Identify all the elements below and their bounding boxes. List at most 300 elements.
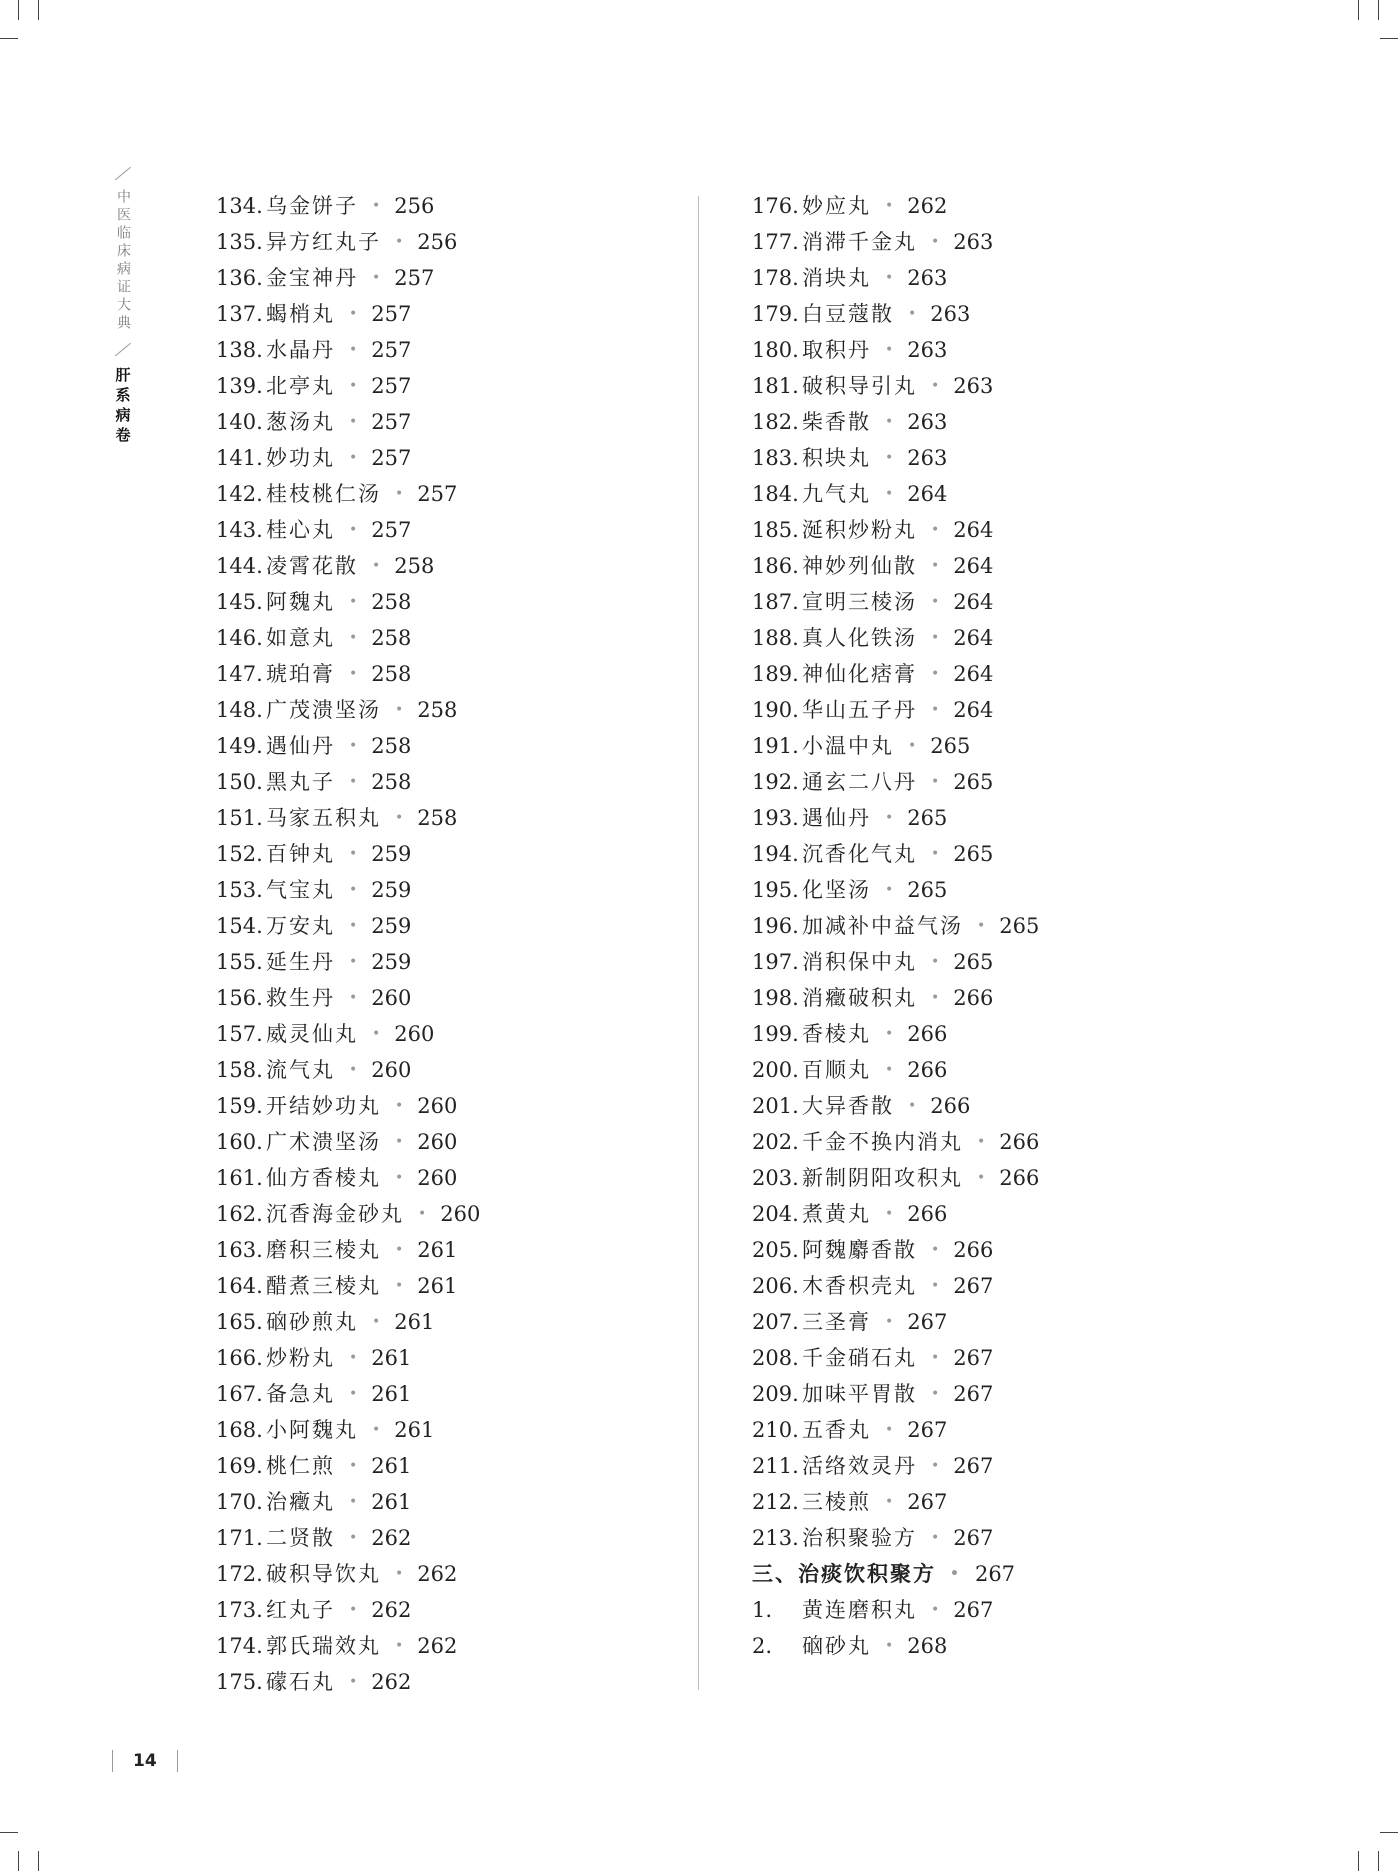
- entry-title: 马家五积丸: [266, 806, 381, 830]
- entry-number: 152.: [216, 842, 263, 866]
- entry-number: 166.: [216, 1346, 263, 1370]
- separator-dot: •: [395, 486, 404, 502]
- entry-title: 黑丸子: [266, 770, 335, 794]
- entry-page: 266: [930, 1094, 971, 1118]
- entry-page: 257: [371, 338, 412, 362]
- entry-title: 破积导引丸: [802, 374, 917, 398]
- toc-entry: [752, 620, 1039, 656]
- crop-mark: [1378, 0, 1379, 20]
- entry-title: 煮黄丸: [802, 1202, 871, 1226]
- separator-dot: •: [885, 342, 894, 358]
- entry-number: 175.: [216, 1670, 263, 1694]
- entry-title: 沉香海金砂丸: [266, 1202, 404, 1226]
- toc-entry: [752, 692, 1039, 728]
- entry-page: 267: [953, 1382, 994, 1406]
- toc-entry: [216, 512, 480, 548]
- entry-number: 144.: [216, 554, 263, 578]
- separator-dot: •: [349, 306, 358, 322]
- entry-page: 266: [953, 986, 994, 1010]
- toc-entry: [216, 1556, 480, 1592]
- entry-page: 257: [371, 446, 412, 470]
- toc-entry: [752, 1232, 1039, 1268]
- toc-entry: [752, 1124, 1039, 1160]
- separator-dot: •: [931, 1458, 940, 1474]
- entry-number: 201.: [752, 1094, 799, 1118]
- toc-column-right: [752, 188, 1039, 1664]
- toc-entry: [752, 368, 1039, 404]
- entry-page: 257: [371, 410, 412, 434]
- entry-number: 149.: [216, 734, 263, 758]
- separator-dot: •: [931, 702, 940, 718]
- separator-dot: •: [349, 1350, 358, 1366]
- separator-dot: •: [885, 198, 894, 214]
- entry-title: 北亭丸: [266, 374, 335, 398]
- entry-title: 流气丸: [266, 1058, 335, 1082]
- entry-title: 礞石丸: [266, 1670, 335, 1694]
- entry-title: 小阿魏丸: [266, 1418, 358, 1442]
- entry-number: 179.: [752, 302, 799, 326]
- side-tab: [112, 163, 134, 447]
- entry-title: 广茂溃坚汤: [266, 698, 381, 722]
- entry-number: 163.: [216, 1238, 263, 1262]
- entry-title: 消块丸: [802, 266, 871, 290]
- crop-mark: [1380, 1832, 1398, 1833]
- entry-number: 190.: [752, 698, 799, 722]
- entry-number: 177.: [752, 230, 799, 254]
- entry-page: 261: [371, 1490, 412, 1514]
- entry-number: 162.: [216, 1202, 263, 1226]
- entry-title: 延生丹: [266, 950, 335, 974]
- separator-dot: •: [349, 594, 358, 610]
- entry-number: 213.: [752, 1526, 799, 1550]
- entry-page: 265: [953, 770, 994, 794]
- separator-dot: •: [395, 1098, 404, 1114]
- entry-number: 136.: [216, 266, 263, 290]
- entry-title: 乌金饼子: [266, 194, 358, 218]
- entry-number: 182.: [752, 410, 799, 434]
- separator-dot: •: [418, 1206, 427, 1222]
- crop-mark: [18, 1851, 19, 1871]
- section-page: 267: [974, 1562, 1016, 1586]
- toc-entry: [216, 1268, 480, 1304]
- separator-dot: •: [349, 522, 358, 538]
- separator-dot: •: [885, 270, 894, 286]
- separator-dot: •: [395, 1566, 404, 1582]
- entry-number: 1.: [752, 1598, 773, 1622]
- toc-entry: [216, 692, 480, 728]
- entry-number: 200.: [752, 1058, 799, 1082]
- entry-page: 267: [953, 1454, 994, 1478]
- entry-page: 266: [999, 1166, 1040, 1190]
- entry-number: 135.: [216, 230, 263, 254]
- separator-dot: •: [349, 1494, 358, 1510]
- entry-number: 187.: [752, 590, 799, 614]
- separator-dot: •: [349, 414, 358, 430]
- separator-dot: •: [349, 1602, 358, 1618]
- entry-title: 如意丸: [266, 626, 335, 650]
- separator-dot: •: [885, 1494, 894, 1510]
- entry-title: 葱汤丸: [266, 410, 335, 434]
- toc-entry: [216, 548, 480, 584]
- separator-dot: •: [349, 882, 358, 898]
- entry-page: 258: [371, 590, 412, 614]
- entry-number: 170.: [216, 1490, 263, 1514]
- entry-page: 267: [953, 1526, 994, 1550]
- separator-dot: •: [908, 738, 917, 754]
- section-heading: [752, 1556, 1039, 1592]
- entry-title: 百钟丸: [266, 842, 335, 866]
- entry-page: 257: [371, 302, 412, 326]
- entry-number: 197.: [752, 950, 799, 974]
- separator-dot: •: [372, 270, 381, 286]
- entry-number: 141.: [216, 446, 263, 470]
- entry-page: 264: [953, 626, 994, 650]
- entry-title: 九气丸: [802, 482, 871, 506]
- entry-title: 备急丸: [266, 1382, 335, 1406]
- toc-entry: [752, 260, 1039, 296]
- entry-number: 158.: [216, 1058, 263, 1082]
- toc-entry: [752, 944, 1039, 980]
- toc-entry: [752, 1592, 1039, 1628]
- entry-title: 小温中丸: [802, 734, 894, 758]
- separator-dot: •: [885, 1206, 894, 1222]
- toc-entry: [752, 1268, 1039, 1304]
- toc-entry: [216, 620, 480, 656]
- entry-page: 257: [371, 518, 412, 542]
- slash-divider: [112, 163, 134, 185]
- toc-column-left: [216, 188, 480, 1700]
- entry-number: 143.: [216, 518, 263, 542]
- toc-entry: [752, 800, 1039, 836]
- toc-entry: [752, 908, 1039, 944]
- toc-list: [752, 188, 1039, 1556]
- entry-title: 桂心丸: [266, 518, 335, 542]
- separator-dot: •: [885, 810, 894, 826]
- separator-dot: •: [931, 990, 940, 1006]
- entry-page: 260: [440, 1202, 481, 1226]
- toc-entry: [216, 836, 480, 872]
- entry-number: 167.: [216, 1382, 263, 1406]
- entry-page: 262: [371, 1526, 412, 1550]
- entry-page: 266: [907, 1202, 948, 1226]
- separator-dot: •: [349, 630, 358, 646]
- toc-entry: [216, 1160, 480, 1196]
- separator-dot: •: [977, 1170, 986, 1186]
- entry-title: 大异香散: [802, 1094, 894, 1118]
- entry-title: 沉香化气丸: [802, 842, 917, 866]
- separator-dot: •: [931, 1350, 940, 1366]
- toc-entry: [216, 1088, 480, 1124]
- entry-page: 264: [953, 590, 994, 614]
- toc-entry: [752, 980, 1039, 1016]
- toc-entry: [752, 728, 1039, 764]
- entry-title: 白豆蔻散: [802, 302, 894, 326]
- toc-entry: [752, 476, 1039, 512]
- toc-entry: [216, 440, 480, 476]
- entry-title: 涎积炒粉丸: [802, 518, 917, 542]
- entry-number: 207.: [752, 1310, 799, 1334]
- toc-entry: [752, 188, 1039, 224]
- toc-entry: [216, 908, 480, 944]
- entry-number: 168.: [216, 1418, 263, 1442]
- entry-page: 258: [394, 554, 435, 578]
- entry-number: 139.: [216, 374, 263, 398]
- entry-page: 264: [953, 554, 994, 578]
- entry-number: 191.: [752, 734, 799, 758]
- crop-mark: [1358, 1851, 1359, 1871]
- entry-page: 265: [907, 878, 948, 902]
- entry-title: 遇仙丹: [802, 806, 871, 830]
- entry-page: 258: [417, 698, 458, 722]
- entry-page: 257: [417, 482, 458, 506]
- separator-dot: •: [372, 1422, 381, 1438]
- toc-entry: [752, 1016, 1039, 1052]
- entry-title: 琥珀膏: [266, 662, 335, 686]
- toc-entry: [752, 224, 1039, 260]
- entry-page: 267: [907, 1310, 948, 1334]
- entry-page: 264: [953, 662, 994, 686]
- entry-title: 五香丸: [802, 1418, 871, 1442]
- separator-dot: •: [349, 918, 358, 934]
- entry-number: 137.: [216, 302, 263, 326]
- entry-number: 171.: [216, 1526, 263, 1550]
- crop-mark: [1380, 38, 1398, 39]
- entry-title: 妙功丸: [266, 446, 335, 470]
- entry-title: 积块丸: [802, 446, 871, 470]
- crop-mark: [0, 38, 18, 39]
- toc-entry: [216, 404, 480, 440]
- entry-title: 千金硝石丸: [802, 1346, 917, 1370]
- entry-number: 186.: [752, 554, 799, 578]
- toc-entry: [752, 440, 1039, 476]
- entry-title: 真人化铁汤: [802, 626, 917, 650]
- entry-title: 千金不换内消丸: [802, 1130, 963, 1154]
- entry-number: 154.: [216, 914, 263, 938]
- toc-entry: [752, 548, 1039, 584]
- entry-title: 新制阴阳攻积丸: [802, 1166, 963, 1190]
- folio: [112, 1748, 178, 1774]
- separator-dot: •: [931, 666, 940, 682]
- entry-page: 266: [953, 1238, 994, 1262]
- toc-entry: [216, 944, 480, 980]
- entry-title: 消滞千金丸: [802, 230, 917, 254]
- entry-page: 258: [371, 626, 412, 650]
- entry-title: 遇仙丹: [266, 734, 335, 758]
- entry-page: 266: [907, 1022, 948, 1046]
- entry-number: 185.: [752, 518, 799, 542]
- separator-dot: •: [931, 378, 940, 394]
- section-title: 三、治痰饮积聚方: [752, 1562, 936, 1586]
- entry-title: 桃仁煎: [266, 1454, 335, 1478]
- entry-title: 治积聚验方: [802, 1526, 917, 1550]
- entry-number: 176.: [752, 194, 799, 218]
- toc-entry: [752, 296, 1039, 332]
- entry-title: 蝎梢丸: [266, 302, 335, 326]
- crop-mark: [1358, 0, 1359, 20]
- separator-dot: •: [931, 846, 940, 862]
- entry-title: 仙方香棱丸: [266, 1166, 381, 1190]
- entry-title: 阿魏麝香散: [802, 1238, 917, 1262]
- entry-title: 硇砂丸: [802, 1634, 871, 1658]
- entry-title: 广术溃坚汤: [266, 1130, 381, 1154]
- entry-number: 204.: [752, 1202, 799, 1226]
- entry-title: 木香枳壳丸: [802, 1274, 917, 1298]
- separator-dot: •: [885, 450, 894, 466]
- entry-number: 142.: [216, 482, 263, 506]
- entry-page: 265: [930, 734, 971, 758]
- separator-dot: •: [931, 234, 940, 250]
- entry-page: 261: [371, 1382, 412, 1406]
- entry-title: 桂枝桃仁汤: [266, 482, 381, 506]
- page-number: 14: [133, 1751, 157, 1771]
- entry-page: 267: [907, 1418, 948, 1442]
- toc-entry: [752, 512, 1039, 548]
- entry-number: 209.: [752, 1382, 799, 1406]
- entry-number: 180.: [752, 338, 799, 362]
- toc-entry: [216, 1304, 480, 1340]
- entry-number: 173.: [216, 1598, 263, 1622]
- entry-page: 260: [417, 1130, 458, 1154]
- separator-dot: •: [885, 1314, 894, 1330]
- entry-number: 206.: [752, 1274, 799, 1298]
- separator-dot: •: [931, 774, 940, 790]
- entry-number: 196.: [752, 914, 799, 938]
- entry-page: 263: [907, 338, 948, 362]
- separator-dot: •: [395, 234, 404, 250]
- separator-dot: •: [931, 1530, 940, 1546]
- entry-title: 化坚汤: [802, 878, 871, 902]
- separator-dot: •: [395, 702, 404, 718]
- entry-title: 百顺丸: [802, 1058, 871, 1082]
- toc-entry: [752, 584, 1039, 620]
- entry-number: 156.: [216, 986, 263, 1010]
- entry-page: 259: [371, 950, 412, 974]
- separator-dot: •: [372, 1026, 381, 1042]
- entry-page: 257: [371, 374, 412, 398]
- entry-title: 二贤散: [266, 1526, 335, 1550]
- toc-entry: [752, 836, 1039, 872]
- entry-page: 258: [417, 806, 458, 830]
- toc-entry: [216, 1520, 480, 1556]
- separator-dot: •: [372, 558, 381, 574]
- entry-number: 210.: [752, 1418, 799, 1442]
- entry-title: 消积保中丸: [802, 950, 917, 974]
- entry-page: 262: [371, 1670, 412, 1694]
- entry-number: 153.: [216, 878, 263, 902]
- toc-entry: [752, 332, 1039, 368]
- entry-title: 加味平胃散: [802, 1382, 917, 1406]
- toc-entry: [216, 764, 480, 800]
- entry-number: 160.: [216, 1130, 263, 1154]
- toc-entry: [216, 1232, 480, 1268]
- separator-dot: •: [349, 378, 358, 394]
- separator-dot: •: [349, 1674, 358, 1690]
- separator-dot: •: [950, 1566, 961, 1582]
- toc-entry: [752, 656, 1039, 692]
- entry-number: 203.: [752, 1166, 799, 1190]
- entry-number: 199.: [752, 1022, 799, 1046]
- entry-title: 治癥丸: [266, 1490, 335, 1514]
- entry-title: 华山五子丹: [802, 698, 917, 722]
- separator-dot: •: [931, 1242, 940, 1258]
- toc-entry: [216, 728, 480, 764]
- entry-title: 妙应丸: [802, 194, 871, 218]
- entry-page: 260: [371, 986, 412, 1010]
- crop-mark: [0, 1832, 18, 1833]
- separator-dot: •: [395, 810, 404, 826]
- entry-number: 150.: [216, 770, 263, 794]
- entry-number: 157.: [216, 1022, 263, 1046]
- entry-number: 193.: [752, 806, 799, 830]
- toc-entry: [216, 1376, 480, 1412]
- entry-page: 266: [999, 1130, 1040, 1154]
- toc-entry: [216, 1052, 480, 1088]
- entry-title: 消癥破积丸: [802, 986, 917, 1010]
- entry-title: 炒粉丸: [266, 1346, 335, 1370]
- folio-bar: [177, 1750, 178, 1772]
- entry-number: 198.: [752, 986, 799, 1010]
- separator-dot: •: [908, 306, 917, 322]
- separator-dot: •: [349, 954, 358, 970]
- entry-page: 268: [907, 1634, 948, 1658]
- toc-entry: [216, 1664, 480, 1700]
- entry-page: 261: [394, 1418, 435, 1442]
- entry-number: 181.: [752, 374, 799, 398]
- entry-page: 260: [394, 1022, 435, 1046]
- entry-number: 194.: [752, 842, 799, 866]
- entry-number: 212.: [752, 1490, 799, 1514]
- entry-title: 气宝丸: [266, 878, 335, 902]
- toc-entry: [216, 188, 480, 224]
- toc-entry: [752, 764, 1039, 800]
- toc-entry: [216, 1412, 480, 1448]
- entry-page: 267: [907, 1490, 948, 1514]
- entry-page: 256: [394, 194, 435, 218]
- entry-number: 147.: [216, 662, 263, 686]
- entry-page: 265: [907, 806, 948, 830]
- separator-dot: •: [395, 1134, 404, 1150]
- entry-page: 260: [417, 1094, 458, 1118]
- separator-dot: •: [349, 666, 358, 682]
- entry-title: 水晶丹: [266, 338, 335, 362]
- entry-title: 郭氏瑞效丸: [266, 1634, 381, 1658]
- entry-page: 265: [953, 842, 994, 866]
- entry-page: 261: [394, 1310, 435, 1334]
- entry-page: 265: [999, 914, 1040, 938]
- entry-page: 259: [371, 878, 412, 902]
- separator-dot: •: [349, 1062, 358, 1078]
- toc-entry: [216, 1484, 480, 1520]
- slash-divider: [112, 339, 134, 361]
- separator-dot: •: [349, 774, 358, 790]
- entry-page: 263: [953, 374, 994, 398]
- entry-number: 188.: [752, 626, 799, 650]
- toc-entry: [216, 584, 480, 620]
- entry-page: 259: [371, 914, 412, 938]
- separator-dot: •: [931, 1278, 940, 1294]
- entry-title: 醋煮三棱丸: [266, 1274, 381, 1298]
- entry-page: 261: [417, 1238, 458, 1262]
- entry-number: 159.: [216, 1094, 263, 1118]
- entry-page: 261: [417, 1274, 458, 1298]
- toc-entry: [752, 1376, 1039, 1412]
- separator-dot: •: [931, 522, 940, 538]
- entry-page: 260: [371, 1058, 412, 1082]
- entry-number: 183.: [752, 446, 799, 470]
- separator-dot: •: [931, 594, 940, 610]
- entry-number: 174.: [216, 1634, 263, 1658]
- column-divider: [698, 196, 699, 1690]
